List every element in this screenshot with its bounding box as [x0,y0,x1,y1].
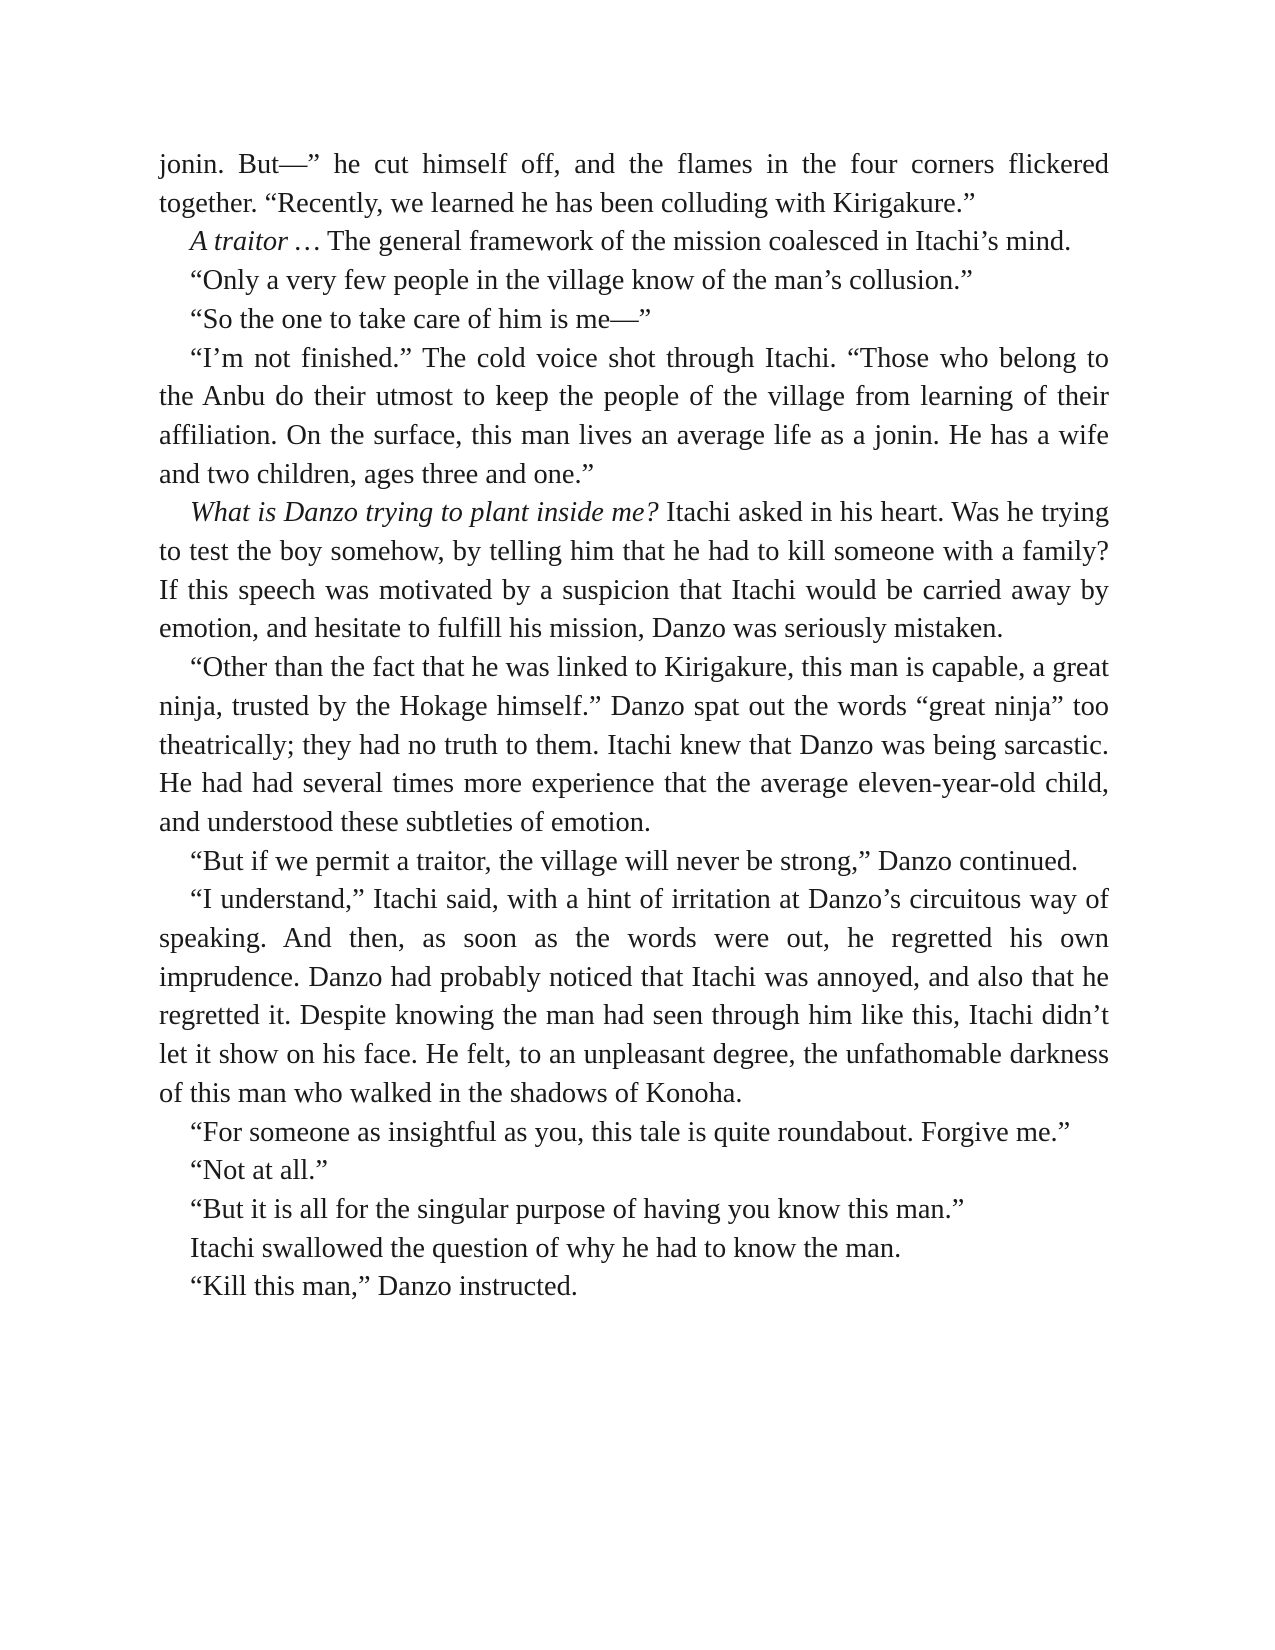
paragraph-text: “Not at all.” [190,1155,328,1187]
paragraph-text: The general framework of the mission coalesced in Itachi’s mind. [320,226,1072,258]
paragraph-text: Itachi asked in his heart. Was he trying to test the boy somehow, by telling him that he had to kill someone with a family? If this speech was motivated by a suspicion that Itachi would be carried away by emotion, and hesitate to fulfill his mission, Danzo was seriously mistaken. [159,497,1110,645]
paragraph-text: “But it is all for the singular purpose of having you know this man.” [190,1193,965,1225]
paragraph [159,1191,1109,1230]
paragraph-text: “So the one to take care of him is me—” [190,303,652,335]
paragraph [159,340,1109,495]
paragraph-text: jonin. But—” he cut himself off, and the flames in the four corners flickered together. “Recently, we learned he has been colluding with Kirigakure.” [159,149,1109,219]
paragraph-text: “Kill this man,” Danzo instructed. [190,1271,578,1303]
paragraph-text: “But if we permit a traitor, the village will never be strong,” Danzo continued. [190,845,1079,877]
paragraph [159,146,1109,223]
paragraph-text: “Other than the fact that he was linked to Kirigakure, this man is capable, a great ninja, trusted by the Hokage himself.” Danzo spat out the words “great ninja” too theatrically; they had no truth to them. Itachi knew that Danzo was being sarcastic. He had had several times more experience that the average eleven-year-old child, and understood these subtleties of emotion. [159,652,1109,838]
paragraph-text: “I’m not finished.” The cold voice shot through Itachi. “Those who belong to the Anbu do their utmost to keep the people of the village from learning of their affiliation. On the surface, this man lives an average life as a jonin. He has a wife and two children, ages three and one.” [159,342,1109,490]
body-text [159,146,1109,1307]
paragraph [159,1152,1109,1191]
paragraph [159,1230,1109,1269]
paragraph [159,843,1109,882]
paragraph [159,649,1109,843]
paragraph [159,223,1109,262]
paragraph [159,262,1109,301]
paragraph [159,301,1109,340]
paragraph-text: “For someone as insightful as you, this tale is quite roundabout. Forgive me.” [190,1116,1071,1148]
italic-text: What is Danzo trying to plant inside me? [190,497,659,529]
paragraph [159,494,1109,649]
italic-text: A traitor … [190,226,321,258]
paragraph [159,1268,1109,1307]
paragraph-text: “Only a very few people in the village know of the man’s collusion.” [190,265,973,297]
paragraph-text: “I understand,” Itachi said, with a hint of irritation at Danzo’s circuitous way of speaking. And then, as soon as the words were out, he regretted his own imprudence. Danzo had probably noticed that Itachi was annoyed, and also that he regretted it. Despite knowing the man had seen through him like this, Itachi didn’t let it show on his face. He felt, to an unpleasant degree, the unfathomable darkness of this man who walked in the shadows of Konoha. [159,884,1109,1109]
paragraph [159,881,1109,1113]
paragraph [159,1114,1109,1153]
paragraph-text: Itachi swallowed the question of why he had to know the man. [190,1232,902,1264]
